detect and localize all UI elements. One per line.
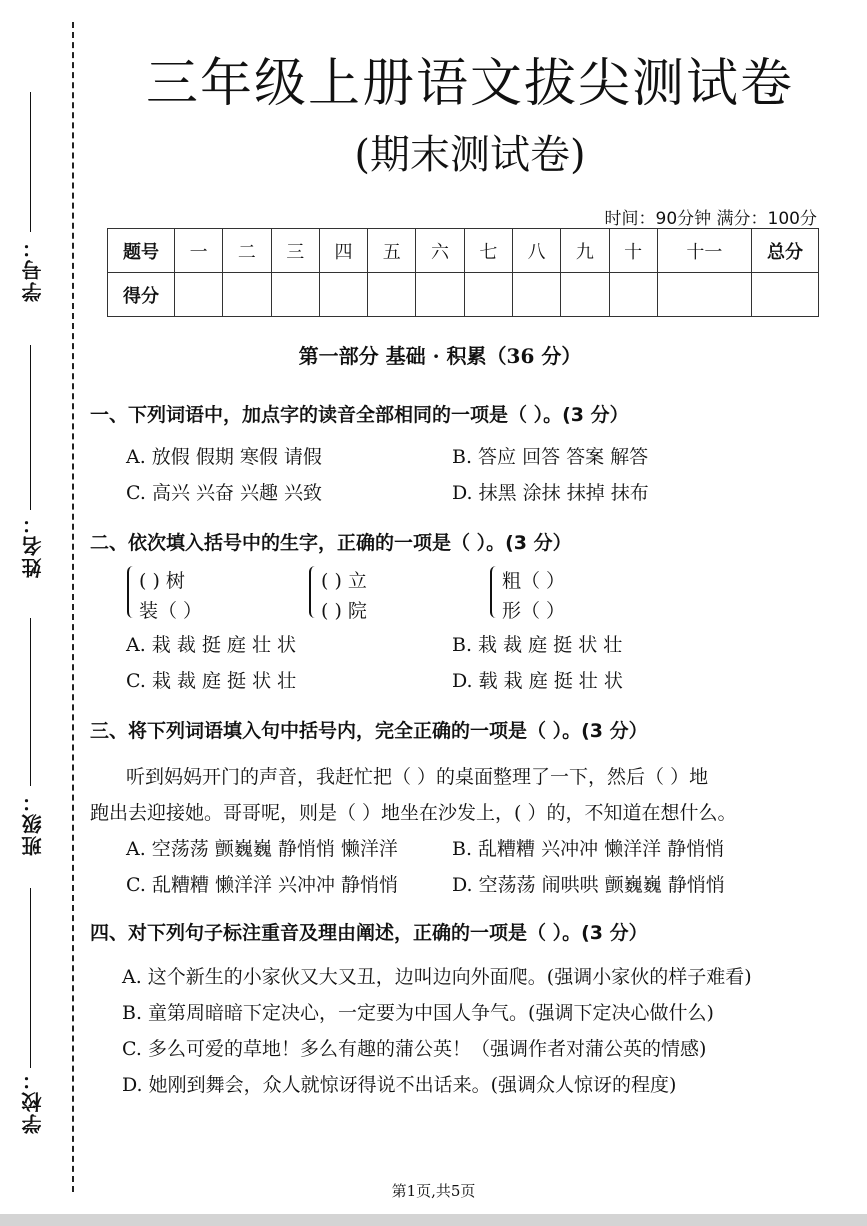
- column-header: 二: [223, 229, 271, 273]
- column-header: 三: [271, 229, 319, 273]
- row-header-question-number: 题号: [108, 229, 175, 273]
- score-cell[interactable]: [561, 273, 609, 317]
- question-2-option-a: A. 栽 裁 挺 庭 壮 状: [126, 634, 296, 656]
- question-1-option-d: D. 抹黑 涂抹 抹掉 抹布: [452, 482, 649, 504]
- score-cell[interactable]: [271, 273, 319, 317]
- score-cell[interactable]: [175, 273, 223, 317]
- time-info: 时间：90分钟 满分：100分: [604, 209, 817, 229]
- score-table: [107, 228, 819, 317]
- question-2-group-2: [309, 566, 469, 622]
- question-3-option-a: A. 空荡荡 颤巍巍 静悄悄 懒洋洋: [126, 838, 398, 860]
- column-header: 一: [175, 229, 223, 273]
- question-4-option-d: D. 她刚到舞会，众人就惊讶得说不出话来。(强调众人惊讶的程度): [122, 1074, 677, 1096]
- question-3-option-d: D. 空荡荡 闹哄哄 颤巍巍 静悄悄: [452, 874, 725, 896]
- group-line: 粗（ ）: [502, 570, 566, 592]
- question-3-option-c: C. 乱糟糟 懒洋洋 兴冲冲 静悄悄: [126, 874, 399, 896]
- row-header-score: 得分: [108, 273, 175, 317]
- question-1-stem: 一、下列词语中，加点字的读音全部相同的一项是（ ）。(3 分）: [90, 404, 629, 426]
- name-label: 姓名：: [21, 512, 45, 578]
- class-label: 班级：: [21, 790, 45, 856]
- column-header-total: 总分: [752, 229, 819, 273]
- page-subtitle: (期末测试卷): [354, 132, 586, 178]
- part-one-title: 第一部分 基础 · 积累（36 分）: [298, 344, 582, 368]
- question-2-option-b: B. 栽 裁 庭 挺 状 壮: [452, 634, 623, 656]
- school-label: 学校：: [21, 1068, 45, 1134]
- question-4-option-a: A. 这个新生的小家伙又大又丑，边叫边向外面爬。(强调小家伙的样子难看): [122, 966, 752, 988]
- question-1-option-a: A. 放假 假期 寒假 请假: [126, 446, 322, 468]
- score-table-header-row: [108, 229, 819, 273]
- group-line: ( ) 树: [139, 570, 185, 592]
- score-cell-total[interactable]: [752, 273, 819, 317]
- score-table-score-row: [108, 273, 819, 317]
- question-2-option-d: D. 载 栽 庭 挺 壮 状: [452, 670, 623, 692]
- class-line: [30, 618, 31, 786]
- score-cell[interactable]: [657, 273, 751, 317]
- student-id-line: [30, 92, 31, 232]
- column-header: 十: [609, 229, 657, 273]
- page-number: 第1页,共5页: [391, 1182, 476, 1200]
- score-cell[interactable]: [416, 273, 464, 317]
- question-2-group-1: [127, 566, 287, 622]
- question-4-option-c: C. 多么可爱的草地！多么有趣的蒲公英！（强调作者对蒲公英的情感): [122, 1038, 707, 1060]
- question-3-passage-line-1: 听到妈妈开门的声音，我赶忙把（ ）的桌面整理了一下，然后（ ）地: [126, 766, 709, 788]
- question-2-stem: 二、依次填入括号中的生字，正确的一项是（ ）。(3 分）: [90, 532, 572, 554]
- column-header: 十一: [657, 229, 751, 273]
- bottom-bar: [0, 1214, 867, 1226]
- column-header: 五: [368, 229, 416, 273]
- score-cell[interactable]: [223, 273, 271, 317]
- student-id-label: 学号：: [21, 236, 45, 302]
- brace: [127, 566, 139, 618]
- score-cell[interactable]: [319, 273, 367, 317]
- page-title: 三年级上册语文拔尖测试卷: [145, 54, 794, 114]
- column-header: 七: [464, 229, 512, 273]
- score-cell[interactable]: [464, 273, 512, 317]
- question-3-option-b: B. 乱糟糟 兴冲冲 懒洋洋 静悄悄: [452, 838, 725, 860]
- question-3-stem: 三、将下列词语填入句中括号内，完全正确的一项是（ ）。(3 分）: [90, 720, 648, 742]
- question-3-passage-line-2: 跑出去迎接她。哥哥呢，则是（ ）地坐在沙发上，( ）的，不知道在想什么。: [90, 802, 737, 824]
- binding-cut-line: [72, 22, 74, 1192]
- column-header: 八: [512, 229, 560, 273]
- question-1-option-b: B. 答应 回答 答案 解答: [452, 446, 649, 468]
- column-header: 六: [416, 229, 464, 273]
- brace: [490, 566, 502, 618]
- group-line: 装（ ）: [139, 600, 203, 622]
- question-4-option-b: B. 童第周暗暗下定决心，一定要为中国人争气。(强调下定决心做什么): [122, 1002, 714, 1024]
- brace: [309, 566, 321, 618]
- group-line: 形（ ）: [502, 600, 566, 622]
- question-4-stem: 四、对下列句子标注重音及理由阐述，正确的一项是（ ）。(3 分）: [90, 922, 648, 944]
- score-cell[interactable]: [368, 273, 416, 317]
- column-header: 九: [561, 229, 609, 273]
- group-line: ( ) 立: [321, 570, 367, 592]
- column-header: 四: [319, 229, 367, 273]
- score-cell[interactable]: [512, 273, 560, 317]
- question-2-group-3: [490, 566, 650, 622]
- school-line: [30, 888, 31, 1068]
- question-2-option-c: C. 栽 裁 庭 挺 状 壮: [126, 670, 297, 692]
- group-line: ( ) 院: [321, 600, 367, 622]
- name-line: [30, 345, 31, 510]
- question-1-option-c: C. 高兴 兴奋 兴趣 兴致: [126, 482, 323, 504]
- score-cell[interactable]: [609, 273, 657, 317]
